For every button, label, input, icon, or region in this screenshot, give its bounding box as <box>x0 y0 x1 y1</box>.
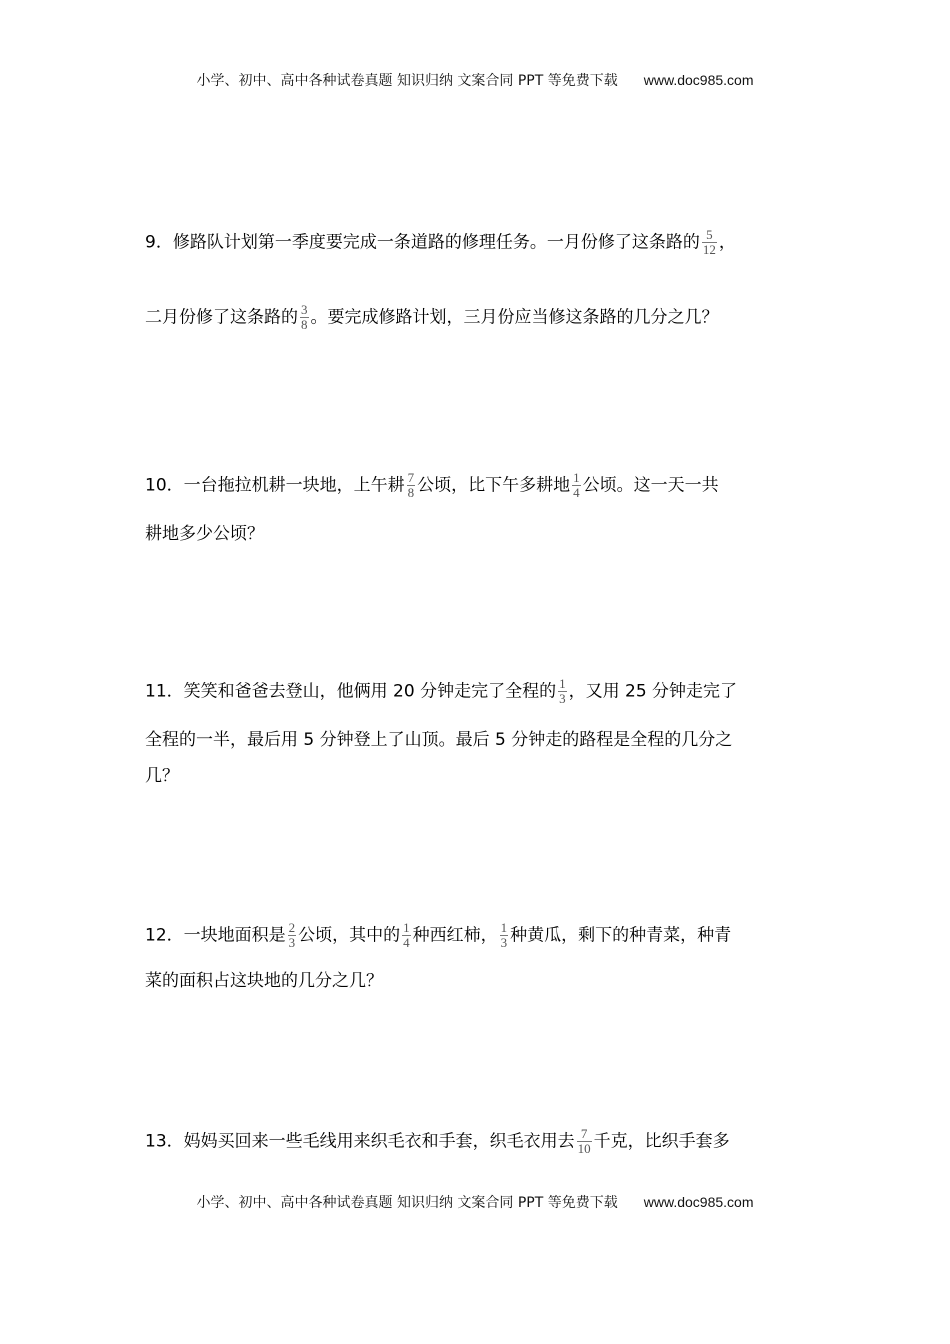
question-text: 几？ <box>145 766 179 786</box>
footer-text: 小学、初中、高中各种试卷真题 知识归纳 文案合同 PPT 等免费下载 <box>196 1195 618 1211</box>
denominator: 10 <box>577 1141 591 1156</box>
denominator: 8 <box>301 317 308 332</box>
fraction <box>300 303 309 332</box>
question-text: 千克，比织手套多 <box>593 1131 730 1152</box>
question-12-line-2 <box>145 969 383 993</box>
question-text: ，又用 25 分钟走完了 <box>568 681 738 702</box>
fraction <box>407 471 416 500</box>
denominator: 3 <box>500 935 508 950</box>
question-11-line-3 <box>145 764 179 788</box>
question-text: 二月份修了这条路的 <box>145 307 298 328</box>
fraction <box>500 921 509 950</box>
question-text: 种黄瓜，剩下的种青菜，种青 <box>510 925 732 946</box>
question-text: 公顷，其中的 <box>298 925 401 946</box>
question-text: 公顷。这一天一共 <box>582 475 719 496</box>
fraction <box>288 921 297 950</box>
fraction <box>402 921 411 950</box>
question-number: 9． <box>145 232 173 253</box>
denominator: 4 <box>573 485 580 500</box>
question-10-line-1 <box>145 471 719 500</box>
question-number: 11． <box>145 681 184 702</box>
question-number: 13． <box>145 1131 184 1152</box>
fraction <box>572 471 581 500</box>
numerator: 3 <box>301 302 308 317</box>
question-text: ， <box>718 232 736 253</box>
denominator: 3 <box>288 935 296 950</box>
fraction <box>702 228 717 257</box>
denominator: 12 <box>702 242 716 257</box>
footer-url: www.doc985.com <box>643 1194 754 1210</box>
denominator: 4 <box>403 935 410 950</box>
question-text: 全程的一半，最后用 5 分钟登上了山顶。最后 5 分钟走的路程是全程的几分之 <box>145 730 733 750</box>
fraction <box>558 677 567 706</box>
question-text: 公顷，比下午多耕地 <box>417 475 571 496</box>
header-text: 小学、初中、高中各种试卷真题 知识归纳 文案合同 PPT 等免费下载 <box>196 73 618 89</box>
numerator: 7 <box>407 470 415 485</box>
question-text: 菜的面积占这块地的几分之几？ <box>145 971 383 991</box>
numerator: 2 <box>288 920 296 935</box>
numerator: 1 <box>403 920 410 935</box>
page-header <box>0 70 950 90</box>
question-number: 12． <box>145 925 184 946</box>
question-13-line-1 <box>145 1127 730 1156</box>
numerator: 1 <box>573 470 580 485</box>
page-footer <box>0 1192 950 1212</box>
question-text: 修路队计划第一季度要完成一条道路的修理任务。一月份修了这条路的 <box>172 232 700 253</box>
header-url: www.doc985.com <box>643 72 754 88</box>
denominator: 8 <box>407 485 415 500</box>
question-text: 妈妈买回来一些毛线用来织毛衣和手套，织毛衣用去 <box>183 1131 575 1152</box>
numerator: 5 <box>706 227 713 242</box>
denominator: 3 <box>559 691 566 706</box>
question-text: 种西红柿， <box>412 925 498 946</box>
question-10-line-2 <box>145 522 264 546</box>
question-text: 耕地多少公顷？ <box>145 524 264 544</box>
question-number: 10． <box>145 475 184 496</box>
numerator: 1 <box>500 920 508 935</box>
question-9-line-2 <box>145 303 719 332</box>
question-9-line-1 <box>145 228 736 257</box>
question-text: 。要完成修路计划，三月份应当修这条路的几分之几？ <box>310 307 719 328</box>
question-11-line-1 <box>145 677 737 706</box>
fraction <box>577 1127 592 1156</box>
question-text: 一台拖拉机耕一块地，上午耕 <box>183 475 405 496</box>
question-text: 一块地面积是 <box>183 925 286 946</box>
question-12-line-1 <box>145 921 731 950</box>
numerator: 7 <box>580 1126 588 1141</box>
numerator: 1 <box>559 676 566 691</box>
question-text: 笑笑和爸爸去登山，他俩用 20 分钟走完了全程的 <box>183 681 557 702</box>
question-11-line-2 <box>145 728 732 752</box>
